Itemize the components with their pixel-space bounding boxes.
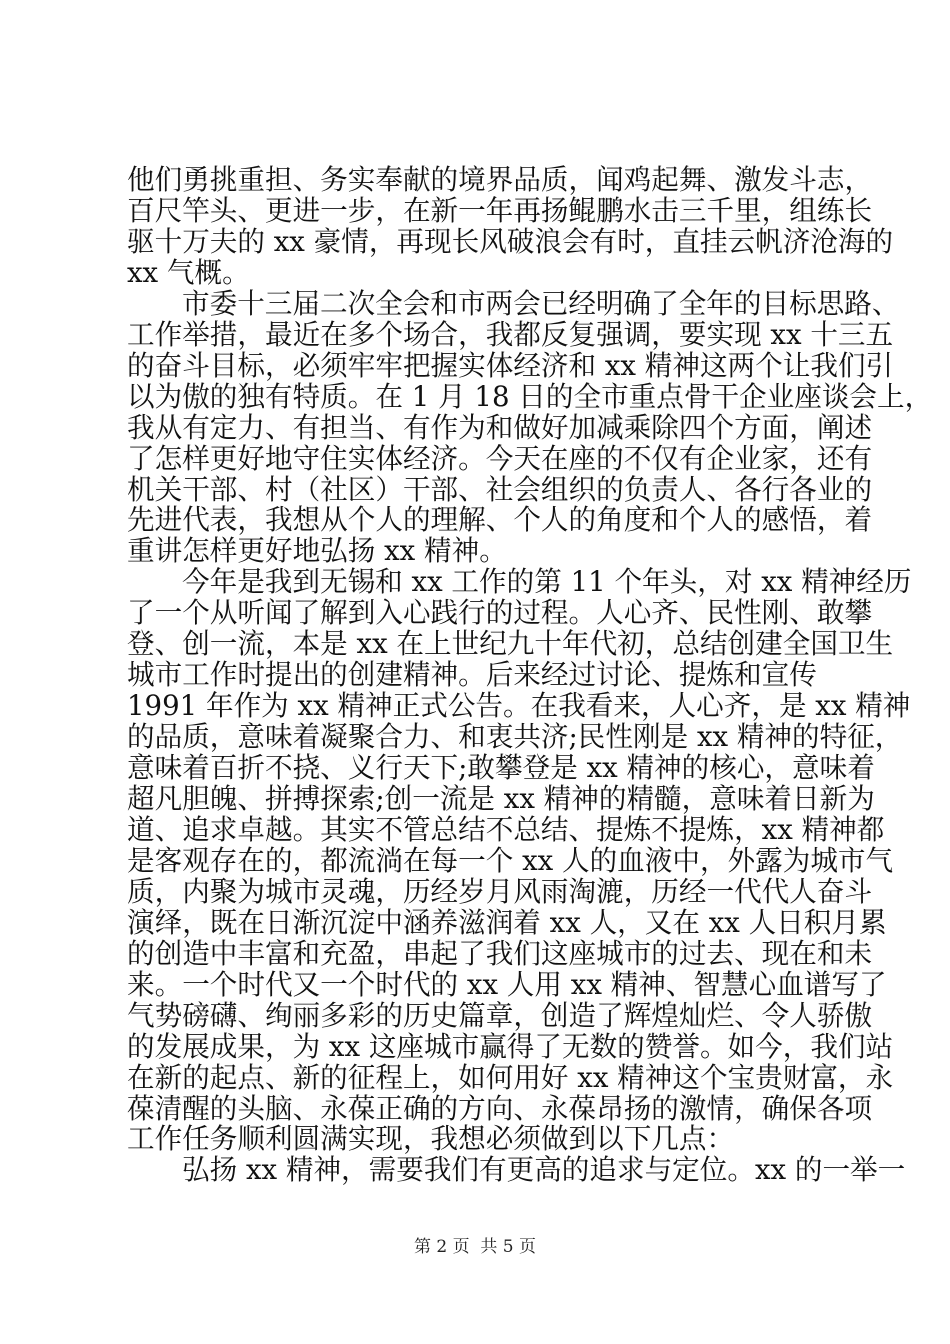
text-line: 城市工作时提出的创建精神。后来经过讨论、提炼和宣传 — [127, 658, 817, 692]
text-line: 1991 年作为 xx 精神正式公告。在我看来，人心齐，是 xx 精神 — [127, 689, 911, 723]
text-line: 今年是我到无锡和 xx 工作的第 11 个年头，对 xx 精神经历 — [182, 565, 912, 599]
text-line: 是客观存在的，都流淌在每一个 xx 人的血液中，外露为城市气 — [127, 843, 894, 877]
text-line: 以为傲的独有特质。在 1 月 18 日的全市重点骨干企业座谈会上， — [127, 379, 933, 413]
text-line: 先进代表，我想从个人的理解、个人的角度和个人的感悟，着 — [127, 503, 873, 537]
text-line: 演绎，既在日渐沉淀中涵养滋润着 xx 人，又在 xx 人日积月累 — [127, 905, 887, 939]
text-line: 的奋斗目标，必须牢牢把握实体经济和 xx 精神这两个让我们引 — [127, 348, 894, 382]
text-line: 驱十万夫的 xx 豪情，再现长风破浪会有时，直挂云帆济沧海的 — [127, 224, 894, 258]
text-line: 百尺竿头、更进一步，在新一年再扬鲲鹏水击三千里，组练长 — [127, 193, 873, 227]
text-line: 市委十三届二次全会和市两会已经明确了全年的目标思路、 — [182, 286, 900, 320]
text-line: 弘扬 xx 精神，需要我们有更高的追求与定位。xx 的一举一 — [182, 1153, 906, 1187]
text-line: 质，内聚为城市灵魂，历经岁月风雨淘漉，历经一代代人奋斗 — [127, 874, 873, 908]
text-line: 机关干部、村（社区）干部、社会组织的负责人、各行各业的 — [127, 472, 873, 506]
text-line: 登、创一流，本是 xx 在上世纪九十年代初，总结创建全国卫生 — [127, 627, 894, 661]
text-line: 的发展成果，为 xx 这座城市赢得了无数的赞誉。如今，我们站 — [127, 1029, 894, 1063]
text-line: 超凡胆魄、拼搏探索;创一流是 xx 精神的精髓，意味着日新为 — [127, 782, 875, 815]
text-line: 意味着百折不挠、义行天下;敢攀登是 xx 精神的核心，意味着 — [127, 751, 875, 785]
text-line: 的品质，意味着凝聚合力、和衷共济;民性刚是 xx 精神的特征， — [127, 720, 903, 754]
text-line: 工作举措，最近在多个场合，我都反复强调，要实现 xx 十三五 — [127, 317, 894, 351]
text-line: 重讲怎样更好地弘扬 xx 精神。 — [127, 534, 507, 568]
text-line: xx 气概。 — [127, 255, 250, 289]
text-line: 葆清醒的头脑、永葆正确的方向、永葆昂扬的激情，确保各项 — [127, 1091, 873, 1125]
page-footer: 第 2 页 共 5 页 — [413, 1237, 537, 1257]
text-line: 来。一个时代又一个时代的 xx 人用 xx 精神、智慧心血谱写了 — [127, 967, 887, 1001]
text-line: 气势磅礴、绚丽多彩的历史篇章，创造了辉煌灿烂、令人骄傲 — [127, 998, 873, 1032]
text-line: 了怎样更好地守住实体经济。今天在座的不仅有企业家，还有 — [127, 441, 873, 475]
text-line: 的创造中丰富和充盈，串起了我们这座城市的过去、现在和未 — [127, 936, 873, 970]
text-line: 我从有定力、有担当、有作为和做好加减乘除四个方面，阐述 — [127, 410, 873, 444]
text-line: 了一个从听闻了解到入心践行的过程。人心齐、民性刚、敢攀 — [127, 596, 873, 630]
text-line: 工作任务顺利圆满实现，我想必须做到以下几点： — [127, 1122, 735, 1156]
text-line: 道、追求卓越。其实不管总结不总结、提炼不提炼，xx 精神都 — [127, 812, 885, 846]
text-line: 在新的起点、新的征程上，如何用好 xx 精神这个宝贵财富，永 — [127, 1060, 894, 1094]
text-line: 他们勇挑重担、务实奉献的境界品质，闻鸡起舞、激发斗志， — [127, 163, 873, 196]
